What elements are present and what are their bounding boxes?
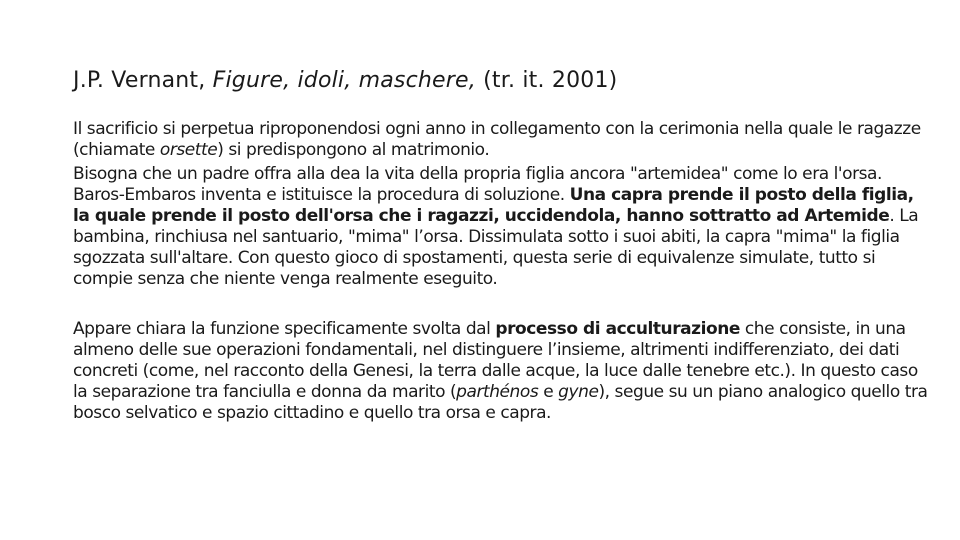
gyne-term: gyne <box>558 382 599 402</box>
paragraph-ritual-text-1: Il sacrificio si perpetua riproponendosi ogni anno in collegamento con la cerimonia nella quale le ragazze (chiamate <box>73 119 921 160</box>
title-work: Figure, idoli, maschere, <box>212 68 476 93</box>
paragraph-sacrifice-text-1: Bisogna che un padre offra alla dea la vita della propria figlia ancora "artemidea" come lo era l'orsa. Baros-Embaros inventa e istituisce la procedura di soluzione. <box>73 164 882 205</box>
paragraph-acculturation-text-4: ), segue su un piano analogico quello tra bosco selvatico e spazio cittadino e quello tra orsa e capra. <box>73 382 928 423</box>
paragraph-sacrifice-text-2: . La bambina, rinchiusa nel santuario, "mima" l’orsa. Dissimulata sotto i suoi abiti, la capra "mima" la figlia sgozzata sull'altare. Con questo gioco di spostamenti, questa serie di equivalenze simulate, tutto si compie senza che niente venga realmente eseguito. <box>73 206 919 289</box>
acculturation-term: processo di acculturazione <box>495 319 740 339</box>
paragraph-ritual-text-2: ) si predispongono al matrimonio. <box>217 140 490 160</box>
paragraph-sacrifice-bold: Una capra prende il posto della figlia, la quale prende il posto dell'orsa che i ragazzi, uccidendola, hanno sottratto ad Artemide <box>73 185 914 226</box>
paragraph-sacrifice <box>73 164 933 290</box>
slide-body <box>73 119 933 424</box>
slide-title <box>73 66 913 96</box>
paragraph-acculturation-text-3: e <box>538 382 559 402</box>
paragraph-ritual <box>73 119 933 161</box>
title-author: J.P. Vernant, <box>73 68 213 93</box>
orsette-term: orsette <box>159 140 218 160</box>
title-edition: (tr. it. 2001) <box>475 68 618 93</box>
paragraph-acculturation <box>73 319 933 424</box>
paragraph-acculturation-text-2: che consiste, in una almeno delle sue operazioni fondamentali, nel distinguere l’insieme, altrimenti indifferenziato, dei dati concreti (come, nel racconto della Genesi, la terra dalle acque, la luce dalle tenebre etc.). In questo caso la separazione tra fanciulla e donna da marito ( <box>73 319 918 402</box>
parthenos-term: parthénos <box>456 382 539 402</box>
paragraph-acculturation-text-1: Appare chiara la funzione specificamente svolta dal <box>73 319 496 339</box>
